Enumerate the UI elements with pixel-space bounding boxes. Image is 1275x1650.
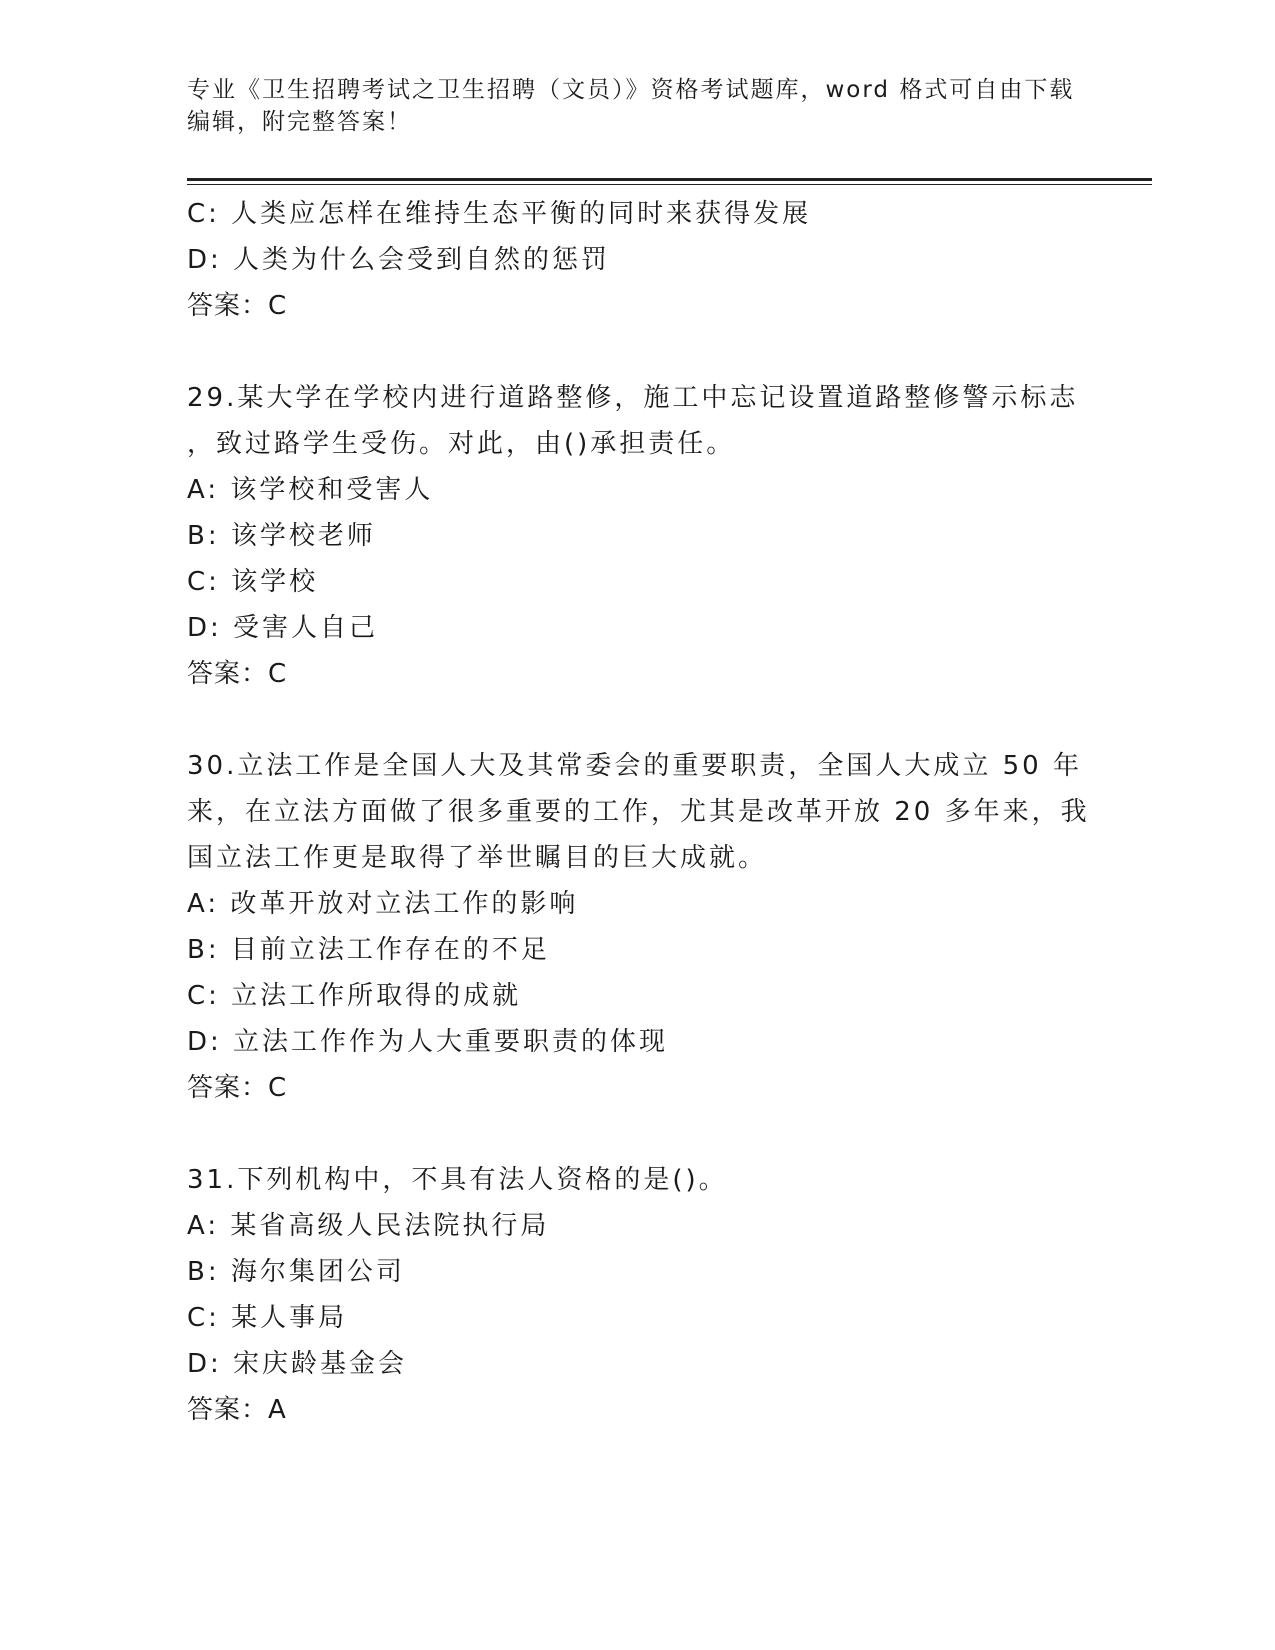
option-d: D: 宋庆龄基金会: [187, 1349, 408, 1379]
header-rule-thick: [187, 178, 1152, 181]
option-c: C: 某人事局: [187, 1303, 348, 1333]
question-stem: 30.立法工作是全国人大及其常委会的重要职责，全国人大成立 50 年: [187, 751, 1082, 781]
header-line-1: 专业《卫生招聘考试之卫生招聘（文员）》资格考试题库，word 格式可自由下载: [187, 77, 1075, 103]
spacer: [187, 697, 1087, 743]
option-b: B: 目前立法工作存在的不足: [187, 935, 550, 965]
option-d: D: 受害人自己: [187, 613, 379, 643]
answer: 答案：C: [187, 1073, 288, 1103]
question-29: [187, 375, 1087, 697]
option-c: C: 人类应怎样在维持生态平衡的同时来获得发展: [187, 199, 812, 229]
spacer: [187, 1111, 1087, 1157]
question-stem: 国立法工作更是取得了举世瞩目的巨大成就。: [187, 843, 768, 873]
question-30: [187, 743, 1090, 1111]
option-b: B: 海尔集团公司: [187, 1257, 405, 1287]
question-list: [187, 191, 1090, 1433]
question-28-tail: [187, 191, 1087, 329]
question-stem: 31.下列机构中，不具有法人资格的是()。: [187, 1165, 728, 1195]
question-31: [187, 1157, 1087, 1433]
question-stem: 来，在立法方面做了很多重要的工作，尤其是改革开放 20 多年来，我: [187, 797, 1090, 827]
answer: 答案：C: [187, 291, 288, 321]
spacer: [187, 329, 1087, 375]
option-d: D: 人类为什么会受到自然的惩罚: [187, 245, 611, 275]
header-line-2: 编辑，附完整答案！: [187, 109, 412, 135]
option-a: A: 改革开放对立法工作的影响: [187, 889, 579, 919]
answer: 答案：C: [187, 659, 288, 689]
document-header: [187, 74, 1087, 138]
question-stem: ，致过路学生受伤。对此，由()承担责任。: [187, 429, 736, 459]
option-a: A: 该学校和受害人: [187, 475, 434, 505]
option-c: C: 该学校: [187, 567, 319, 597]
option-c: C: 立法工作所取得的成就: [187, 981, 522, 1011]
option-a: A: 某省高级人民法院执行局: [187, 1211, 550, 1241]
header-rule-thin: [187, 184, 1152, 185]
option-d: D: 立法工作作为人大重要职责的体现: [187, 1027, 669, 1057]
question-stem: 29.某大学在学校内进行道路整修，施工中忘记设置道路整修警示标志: [187, 383, 1079, 413]
answer: 答案：A: [187, 1395, 287, 1425]
option-b: B: 该学校老师: [187, 521, 376, 551]
